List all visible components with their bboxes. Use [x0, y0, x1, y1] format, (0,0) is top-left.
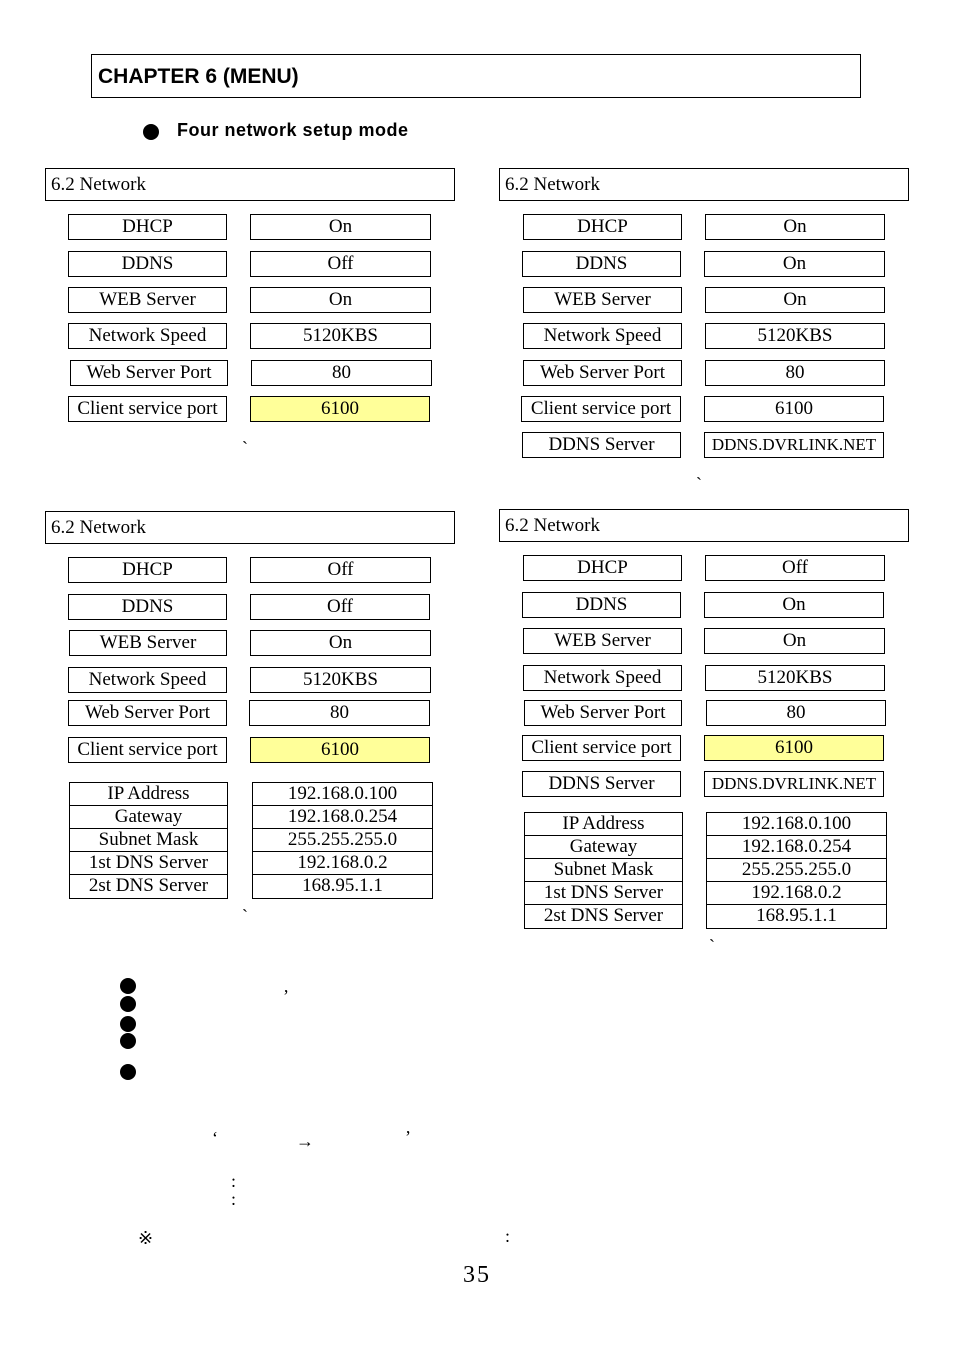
bullet-icon [120, 1016, 136, 1032]
ip-labels-table [524, 812, 683, 929]
colon-mark: : [231, 1171, 237, 1191]
label-dhcp: DHCP [523, 555, 682, 581]
ip-values-table [706, 812, 887, 929]
label-dhcp: DHCP [523, 214, 682, 240]
section-subtitle: Four network setup mode [177, 120, 409, 140]
value-ddns-server[interactable]: DDNS.DVRLINK.NET [704, 432, 884, 458]
label-subnet-mask: Subnet Mask [70, 829, 227, 852]
label-web-server: WEB Server [68, 287, 227, 313]
value-network-speed[interactable]: 5120KBS [250, 323, 431, 349]
bullet-icon [120, 978, 136, 994]
value-subnet-mask[interactable]: 255.255.255.0 [707, 859, 886, 882]
value-ip-address[interactable]: 192.168.0.100 [707, 813, 886, 836]
value-ddns[interactable]: On [704, 592, 884, 618]
stray-mark: ’ [283, 986, 289, 1006]
label-web-server: WEB Server [523, 628, 682, 654]
label-web-server: WEB Server [523, 287, 682, 313]
value-client-service-port[interactable]: 6100 [704, 396, 884, 422]
colon-mark: : [231, 1189, 237, 1209]
value-gateway[interactable]: 192.168.0.254 [707, 836, 886, 859]
value-ddns[interactable]: Off [250, 594, 430, 620]
colon-mark: : [505, 1226, 511, 1246]
panel-title: 6.2 Network [45, 168, 455, 201]
label-ddns: DDNS [68, 594, 227, 620]
chapter-heading: CHAPTER 6 (MENU) [91, 54, 861, 98]
label-client-service-port: Client service port [522, 735, 681, 761]
value-1st-dns-server[interactable]: 192.168.0.2 [707, 882, 886, 905]
bullet-icon [120, 996, 136, 1012]
ip-values-table [252, 782, 433, 899]
value-ip-address[interactable]: 192.168.0.100 [253, 783, 432, 806]
value-web-server-port[interactable]: 80 [705, 360, 885, 386]
label-ddns: DDNS [68, 251, 227, 277]
label-ddns-server: DDNS Server [522, 771, 681, 797]
value-dhcp[interactable]: Off [705, 555, 885, 581]
panel-title: 6.2 Network [45, 511, 455, 544]
value-ddns-server[interactable]: DDNS.DVRLINK.NET [704, 771, 884, 797]
label-client-service-port: Client service port [521, 396, 681, 422]
value-client-service-port[interactable]: 6100 [704, 735, 884, 761]
label-network-speed: Network Speed [68, 323, 227, 349]
bullet-icon [120, 1064, 136, 1080]
value-network-speed[interactable]: 5120KBS [705, 323, 885, 349]
label-web-server-port: Web Server Port [523, 360, 682, 386]
value-2st-dns-server[interactable]: 168.95.1.1 [302, 875, 383, 896]
value-dhcp[interactable]: Off [250, 557, 431, 583]
value-dhcp[interactable]: On [250, 214, 431, 240]
label-gateway: Gateway [70, 806, 227, 829]
ip-labels-table [69, 782, 228, 899]
value-ddns[interactable]: On [704, 251, 885, 277]
open-quote-mark: ‘ [212, 1128, 218, 1148]
value-web-server-port[interactable]: 80 [706, 700, 886, 726]
label-client-service-port: Client service port [68, 737, 227, 763]
stray-mark: ` [709, 936, 715, 956]
stray-mark: ` [242, 438, 248, 458]
value-dhcp[interactable]: On [705, 214, 885, 240]
value-web-server[interactable]: On [250, 630, 431, 656]
value-web-server-port[interactable]: 80 [251, 360, 432, 386]
label-2st-dns-server: 2st DNS Server [543, 905, 664, 926]
label-1st-dns-server: 1st DNS Server [70, 852, 227, 875]
label-client-service-port: Client service port [68, 396, 227, 422]
label-dhcp: DHCP [68, 557, 227, 583]
label-subnet-mask: Subnet Mask [525, 859, 682, 882]
label-ip-address: IP Address [70, 783, 227, 806]
label-ip-address: IP Address [525, 813, 682, 836]
value-web-server[interactable]: On [250, 287, 431, 313]
bullet-icon [143, 124, 159, 140]
value-network-speed[interactable]: 5120KBS [705, 665, 885, 691]
label-web-server-port: Web Server Port [68, 700, 227, 726]
value-subnet-mask[interactable]: 255.255.255.0 [253, 829, 432, 852]
label-network-speed: Network Speed [523, 665, 682, 691]
panel-title: 6.2 Network [499, 168, 909, 201]
label-ddns: DDNS [522, 592, 681, 618]
panel-title: 6.2 Network [499, 509, 909, 542]
reference-mark-icon: ※ [138, 1228, 154, 1248]
value-client-service-port[interactable]: 6100 [250, 737, 430, 763]
label-ddns-server: DDNS Server [522, 432, 681, 458]
close-quote-mark: ’ [405, 1127, 411, 1147]
label-gateway: Gateway [525, 836, 682, 859]
stray-mark: ` [242, 906, 248, 926]
label-network-speed: Network Speed [68, 667, 227, 693]
value-client-service-port[interactable]: 6100 [250, 396, 430, 422]
bullet-icon [120, 1033, 136, 1049]
page-number: 35 [463, 1262, 491, 1288]
label-ddns: DDNS [522, 251, 681, 277]
value-gateway[interactable]: 192.168.0.254 [253, 806, 432, 829]
label-2st-dns-server: 2st DNS Server [88, 875, 209, 896]
value-web-server[interactable]: On [704, 628, 885, 654]
value-web-server[interactable]: On [705, 287, 885, 313]
stray-mark: ` [696, 474, 702, 494]
label-web-server: WEB Server [69, 630, 227, 656]
label-web-server-port: Web Server Port [524, 700, 682, 726]
value-2st-dns-server[interactable]: 168.95.1.1 [756, 905, 837, 926]
value-1st-dns-server[interactable]: 192.168.0.2 [253, 852, 432, 875]
value-ddns[interactable]: Off [250, 251, 431, 277]
label-web-server-port: Web Server Port [70, 360, 228, 386]
arrow-right-icon: → [296, 1131, 314, 1151]
value-network-speed[interactable]: 5120KBS [250, 667, 431, 693]
label-network-speed: Network Speed [523, 323, 682, 349]
label-dhcp: DHCP [68, 214, 227, 240]
label-1st-dns-server: 1st DNS Server [525, 882, 682, 905]
value-web-server-port[interactable]: 80 [249, 700, 430, 726]
